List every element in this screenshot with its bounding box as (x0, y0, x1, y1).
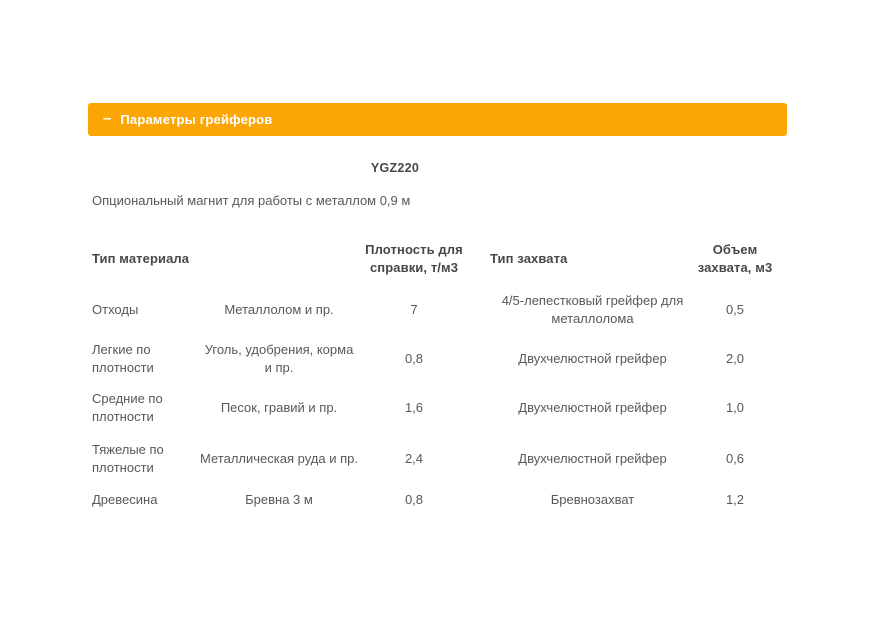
header-density: Плотность для справки, т/м3 (365, 242, 463, 275)
header-grab-type: Тип захвата (490, 251, 568, 266)
cell-volume: 0,6 (725, 451, 745, 466)
cell-grab-type: Бревнозахват (550, 492, 635, 507)
cell-grab-type: Двухчелюстной грейфер (518, 351, 667, 366)
table-row (92, 341, 792, 377)
table-row (92, 292, 792, 328)
grab-parameters-table (92, 241, 792, 509)
header-grab-volume: Объем захвата, м3 (697, 242, 773, 275)
cell-examples: Уголь, удобрения, корма и пр. (204, 342, 354, 375)
cell-material: Средние по плотности (92, 391, 163, 424)
cell-examples: Металлическая руда и пр. (200, 451, 358, 466)
magnet-row-value: 0,9 м (379, 192, 411, 208)
cell-material: Древесина (92, 492, 158, 507)
cell-volume: 1,0 (725, 400, 745, 415)
cell-examples: Металлолом и пр. (224, 302, 334, 317)
magnet-row (92, 191, 522, 209)
cell-examples: Бревна 3 м (245, 492, 313, 507)
cell-material: Отходы (92, 302, 139, 317)
header-material-type: Тип материала (92, 251, 190, 266)
cell-density: 7 (410, 302, 418, 317)
spec-block (92, 159, 522, 223)
cell-density: 1,6 (404, 400, 424, 415)
cell-volume: 0,5 (725, 302, 745, 317)
collapse-minus-icon: – (103, 110, 112, 127)
cell-density: 0,8 (404, 351, 424, 366)
cell-examples: Песок, гравий и пр. (220, 400, 338, 415)
cell-material: Легкие по плотности (92, 342, 154, 375)
table-row (92, 390, 792, 426)
table-row (92, 441, 792, 477)
table-header-row (92, 241, 792, 277)
model-row (92, 159, 522, 177)
cell-density: 0,8 (404, 492, 424, 507)
cell-grab-type: 4/5-лепестковый грейфер для металлолома (501, 293, 684, 326)
cell-grab-type: Двухчелюстной грейфер (518, 451, 667, 466)
cell-grab-type: Двухчелюстной грейфер (518, 400, 667, 415)
accordion-header-grab-parameters[interactable] (88, 103, 787, 136)
cell-volume: 2,0 (725, 351, 745, 366)
cell-material: Тяжелые по плотности (92, 442, 164, 475)
table-row (92, 491, 792, 509)
model-name: YGZ220 (370, 161, 420, 175)
cell-density: 2,4 (404, 451, 424, 466)
magnet-row-label: Опциональный магнит для работы с металлом (92, 192, 377, 208)
cell-volume: 1,2 (725, 492, 745, 507)
accordion-title: Параметры грейферов (120, 112, 273, 127)
